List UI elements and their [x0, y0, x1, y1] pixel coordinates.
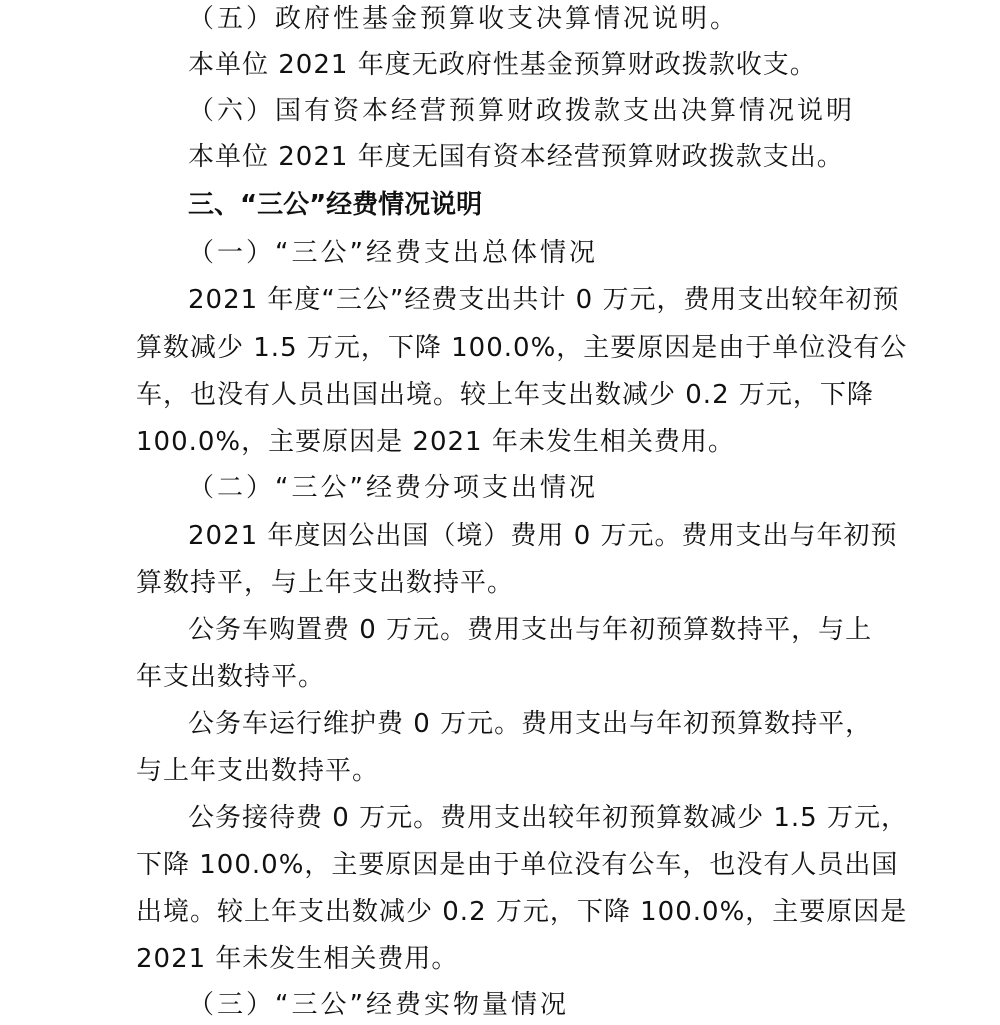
paragraph-line: 算数持平，与上年支出数持平。	[136, 568, 515, 598]
paragraph-line: 年支出数持平。	[136, 662, 326, 692]
paragraph-line: 下降 100.0%，主要原因是由于单位没有公车，也没有人员出国	[136, 850, 899, 880]
chapter-heading-3: 三、“三公”经费情况说明	[188, 190, 483, 220]
paragraph-line: 2021 年度因公出国（境）费用 0 万元。费用支出与年初预	[188, 521, 898, 551]
paragraph-line: 出境。较上年支出数减少 0.2 万元，下降 100.0%，主要原因是	[136, 897, 908, 927]
paragraph-line: 车，也没有人员出国出境。较上年支出数减少 0.2 万元，下降	[136, 380, 874, 410]
paragraph-line: 公务接待费 0 万元。费用支出较年初预算数减少 1.5 万元，	[188, 803, 908, 833]
subheading-3: （三）“三公”经费实物量情况	[188, 990, 569, 1020]
subheading-1: （一）“三公”经费支出总体情况	[188, 238, 598, 268]
paragraph-line: 本单位 2021 年度无政府性基金预算财政拨款收支。	[188, 50, 817, 80]
section-heading-6: （六）国有资本经营预算财政拨款支出决算情况说明	[188, 96, 856, 126]
section-heading-5: （五）政府性基金预算收支决算情况说明。	[188, 4, 740, 34]
subheading-2: （二）“三公”经费分项支出情况	[188, 473, 598, 503]
paragraph-line: 100.0%，主要原因是 2021 年未发生相关费用。	[136, 427, 735, 457]
paragraph-line: 与上年支出数持平。	[136, 756, 380, 786]
paragraph-line: 2021 年未发生相关费用。	[136, 944, 459, 974]
paragraph-line: 算数减少 1.5 万元，下降 100.0%，主要原因是由于单位没有公	[136, 333, 908, 363]
paragraph-line: 公务车运行维护费 0 万元。费用支出与年初预算数持平，	[188, 709, 873, 739]
paragraph-line: 2021 年度“三公”经费支出共计 0 万元，费用支出较年初预	[188, 285, 900, 315]
paragraph-line: 本单位 2021 年度无国有资本经营预算财政拨款支出。	[188, 142, 844, 172]
paragraph-line: 公务车购置费 0 万元。费用支出与年初预算数持平，与上	[188, 615, 873, 645]
